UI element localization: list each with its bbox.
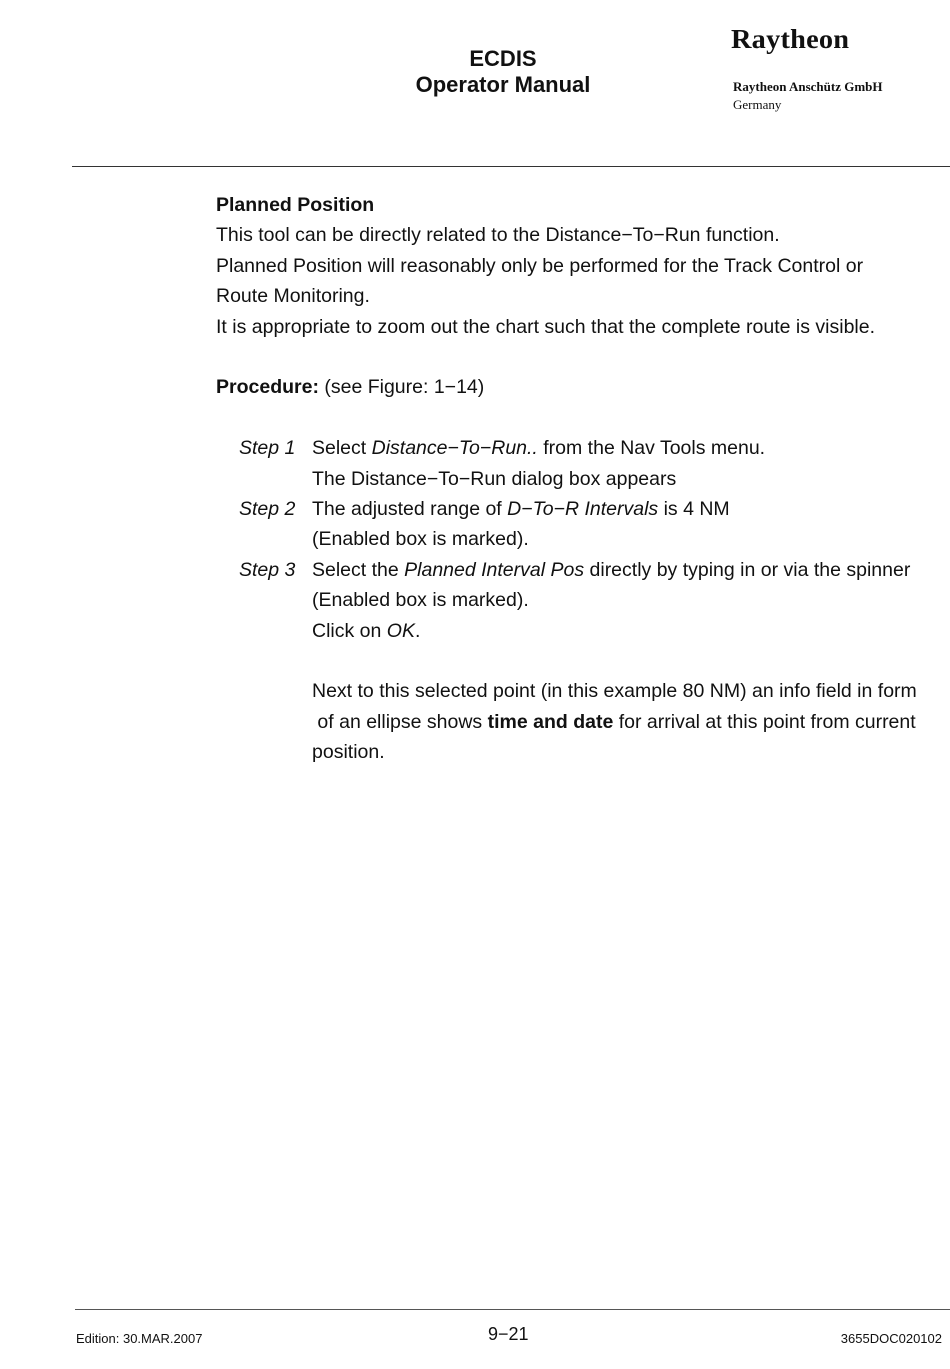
button-reference: OK <box>386 619 415 642</box>
document-number: 3655DOC020102 <box>840 1331 942 1346</box>
header-divider <box>72 166 950 167</box>
field-reference: Planned Interval Pos <box>404 558 585 581</box>
intro-line: Route Monitoring. <box>216 285 370 308</box>
step-text: Select the <box>312 558 405 581</box>
intro-line: This tool can be directly related to the Distance−To−Run function. <box>216 224 780 247</box>
note-emphasis: time and date <box>487 710 614 733</box>
title-line-1: ECDIS <box>469 46 537 71</box>
step-item <box>216 433 950 494</box>
intro-line: It is appropriate to zoom out the chart such that the complete route is visible. <box>216 315 876 338</box>
step-text: from the Nav Tools menu. <box>537 437 766 460</box>
note-text: Next to this selected point (in this example 80 NM) an info field in form <box>312 680 917 703</box>
edition-date: Edition: 30.MAR.2007 <box>76 1331 203 1346</box>
note-text: position. <box>312 741 385 764</box>
step-item <box>216 555 950 768</box>
step-text: Click on <box>312 619 387 642</box>
step-text: (Enabled box is marked). <box>312 589 529 612</box>
step-text: Select <box>312 437 372 460</box>
page-number: 9−21 <box>488 1324 529 1344</box>
step-text: is 4 NM <box>658 498 730 521</box>
step-body <box>312 433 950 494</box>
menu-item-reference: Distance−To−Run.. <box>371 437 538 460</box>
step-body <box>312 555 950 768</box>
field-reference: D−To−R Intervals <box>507 498 659 521</box>
step-text: (Enabled box is marked). <box>312 528 529 551</box>
step-label: Step 3 <box>239 558 296 581</box>
step-text: The adjusted range of <box>312 498 508 521</box>
procedure-label: Procedure: <box>216 376 319 399</box>
step-text: directly by typing in or via the spinner <box>584 558 911 581</box>
step-body <box>312 494 950 555</box>
section-heading: Planned Position <box>216 194 375 216</box>
intro-line: Planned Position will reasonably only be performed for the Track Control or <box>216 254 864 277</box>
note-text: of an ellipse shows <box>312 710 488 733</box>
raytheon-logo: Raytheon <box>731 24 850 54</box>
title-line-2: Operator Manual <box>415 72 591 97</box>
note-text: for arrival at this point from current <box>613 710 916 733</box>
company-country: Germany <box>733 97 782 112</box>
footer-divider <box>75 1309 950 1310</box>
procedure-reference: (see Figure: 1−14) <box>318 376 485 399</box>
procedure-line <box>216 372 950 402</box>
document-title <box>380 46 626 98</box>
step-text: . <box>414 619 421 642</box>
step-label: Step 1 <box>239 437 296 460</box>
step-text: The Distance−To−Run dialog box appears <box>312 467 677 490</box>
page-body <box>216 190 950 768</box>
step-label: Step 2 <box>239 498 296 521</box>
step-item <box>216 494 950 555</box>
company-name: Raytheon Anschütz GmbH <box>733 79 883 94</box>
